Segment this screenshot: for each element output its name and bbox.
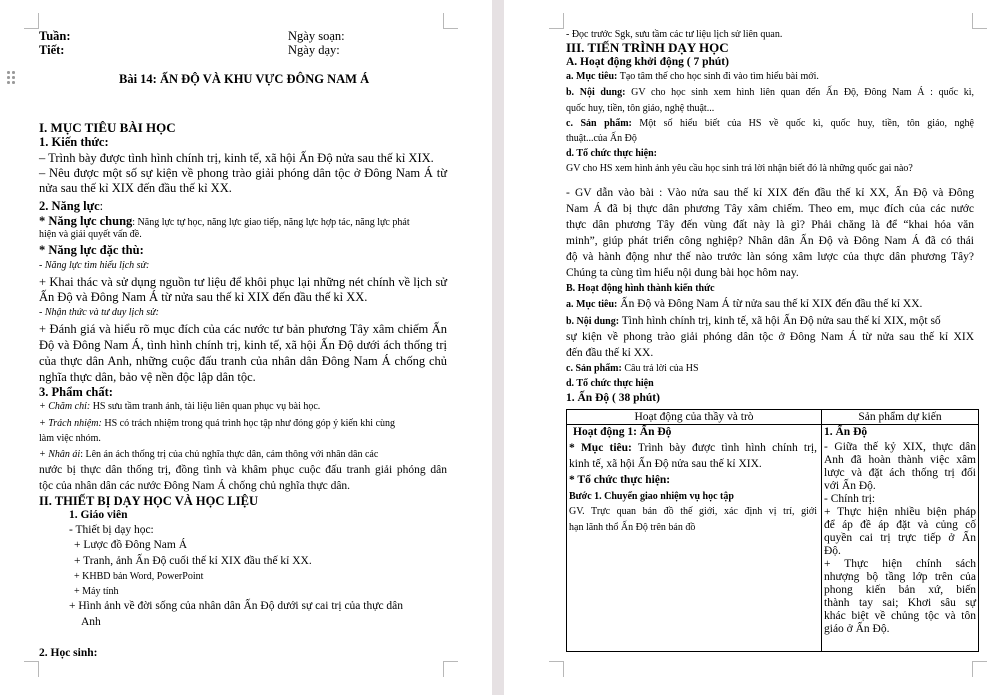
activity-a-heading: A. Hoạt động khởi động ( 7 phút) bbox=[566, 56, 729, 68]
intro-line: minh”, giúp phát triển công nghiệp? Nhân dân Ấn Độ và Đông Nam Á đã có thái bbox=[566, 235, 974, 247]
step-1-line: hạn lãnh thổ Ấn Độ trên bản đồ bbox=[569, 522, 696, 533]
margin-corner-bottom-right bbox=[972, 661, 987, 677]
document-page-left bbox=[0, 0, 492, 695]
step-1-heading: Bước 1. Chuyển giao nhiệm vụ học tập bbox=[569, 491, 734, 502]
margin-corner-top-right bbox=[972, 13, 987, 29]
quality-diligence: + Chăm chỉ: HS sưu tầm tranh ảnh, tài liệu liên quan phục vụ bài học. bbox=[39, 401, 321, 412]
activity-b-content-line: đến đầu thế kỉ XX. bbox=[566, 347, 654, 359]
activity-goal-cont: kinh tế, xã hội Ấn Độ nửa sau thế kỉ XIX. bbox=[569, 458, 762, 470]
quality-kindness-line: nước bị thực dân thống trị, đồng tình và khâm phục cuộc đấu tranh giải phóng dân bbox=[39, 464, 447, 476]
activity-a-content-cont: quốc huy, tiền, tôn giáo, nghệ thuật... bbox=[566, 103, 715, 114]
section-2-heading: II. THIẾT BỊ DẠY HỌC VÀ HỌC LIỆU bbox=[39, 494, 259, 508]
quality-kindness: + Nhân ái: Lên án ách thống trị của chủ nghĩa thực dân, cảm thông với nhân dân các bbox=[39, 449, 379, 460]
history-inquiry-label: - Năng lực tìm hiểu lịch sử: bbox=[39, 260, 150, 271]
teacher-student-activity-cell bbox=[567, 425, 822, 652]
quality-responsibility-cont: làm việc nhóm. bbox=[39, 433, 101, 444]
product-line: - Giữa thế kỷ XIX, thực dân bbox=[824, 441, 976, 453]
activity-a-product-cont: thuật...của Ấn Độ bbox=[566, 133, 637, 144]
quality-responsibility: + Trách nhiệm: HS có trách nhiệm trong quá trình học tập như đóng góp ý kiến khi cùng bbox=[39, 418, 396, 429]
drag-handle-icon[interactable] bbox=[7, 71, 15, 85]
product-line: Độ. bbox=[824, 545, 841, 557]
activity-b-content-line: sự kiện về phong trào giải phóng dân tộc ở Đông Nam Á từ nửa sau thế kỉ XIX bbox=[566, 331, 974, 343]
history-thinking-line: của thực dân Anh, những cuộc đấu tranh của nhân dân Đông Nam Á chống chủ bbox=[39, 354, 447, 368]
subsection-india-heading: 1. Ấn Độ ( 38 phút) bbox=[566, 392, 660, 404]
equipment-item: + Tranh, ảnh Ấn Độ cuối thế kỉ XIX đầu thế kỉ XX. bbox=[74, 555, 312, 567]
product-line: quyền cai trị trực tiếp ở Ấn bbox=[824, 532, 976, 544]
history-thinking-line: Độ và Đông Nam Á, tình hình chính trị, kinh tế, xã hội Ấn Độ dưới ách thống trị bbox=[39, 338, 447, 352]
activity-b-org-label: d. Tổ chức thực hiện bbox=[566, 378, 654, 389]
margin-corner-top-left bbox=[549, 13, 564, 29]
activity-a-goal: a. Mục tiêu: Tạo tâm thế cho học sinh đi vào tìm hiểu bài mới. bbox=[566, 71, 819, 82]
activity-a-content: b. Nội dung: GV cho học sinh xem hình liên quan đến Ấn Độ, Đông Nam Á : quốc kì, bbox=[566, 87, 974, 98]
step-1-line: GV. Trực quan bản đồ thế giới, xác định vị trí, giới bbox=[569, 506, 817, 517]
margin-corner-bottom-right bbox=[443, 661, 458, 677]
product-line: giáo ở Ấn Độ. bbox=[824, 623, 890, 635]
quality-kindness-line: tộc của nhân dân các nước Đông Nam Á chống chủ nghĩa thực dân. bbox=[39, 480, 351, 492]
equipment-item-cont: Anh bbox=[81, 616, 101, 628]
general-competency-cont: hiện và giải quyết vấn đề. bbox=[39, 229, 142, 240]
activity-org-label: * Tổ chức thực hiện: bbox=[569, 474, 671, 486]
history-inquiry-line: Ấn Độ và Đông Nam Á từ nửa sau thế kỉ XIX đến đầu thế kỉ XX. bbox=[39, 290, 368, 304]
specific-competency-heading: * Năng lực đặc thù: bbox=[39, 243, 144, 257]
equipment-item: + Lược đồ Đông Nam Á bbox=[74, 539, 188, 551]
product-line: nhượng bộ tầng lớp trên của bbox=[824, 571, 976, 583]
qualities-heading: 3. Phẩm chất: bbox=[39, 385, 113, 399]
product-line: + Thực hiện nhiều biện pháp bbox=[824, 506, 976, 518]
column-header: Sản phẩm dự kiến bbox=[822, 410, 979, 425]
intro-line: thực dân phương Tây đến vùng đất này là gì? Phải chăng là để “khai hóa văn bbox=[566, 219, 974, 231]
activity-a-product: c. Sản phẩm: Một số hiểu biết của HS về quốc kì, quốc huy, tiền, tôn giáo, nghệ bbox=[566, 118, 974, 129]
equipment-label: - Thiết bị dạy học: bbox=[69, 524, 154, 536]
activity-b-heading: B. Hoạt động hình thành kiến thức bbox=[566, 283, 715, 294]
history-thinking-line: + Đánh giá và hiểu rõ mục đích của các nước tư bản phương Tây xâm chiếm Ấn bbox=[39, 322, 447, 336]
general-competency: * Năng lực chung: Năng lực tự học, năng lực giao tiếp, năng lực hợp tác, năng lực phát bbox=[39, 214, 410, 228]
week-label: Tuần: bbox=[39, 29, 71, 43]
lesson-plan-table bbox=[566, 409, 979, 652]
section-1-heading: I. MỤC TIÊU BÀI HỌC bbox=[39, 120, 176, 135]
teaching-date-label: Ngày dạy: bbox=[288, 43, 340, 57]
product-line: với Ấn Độ. bbox=[824, 480, 876, 492]
history-inquiry-line: + Khai thác và sử dụng nguồn tư liệu để khôi phục lại những nét chính về lịch sử bbox=[39, 275, 447, 289]
margin-corner-bottom-left bbox=[549, 661, 564, 677]
page-gap bbox=[492, 0, 504, 695]
product-line: Anh đã hoàn thành việc xâm bbox=[824, 454, 976, 466]
section-3-heading: III. TIẾN TRÌNH DẠY HỌC bbox=[566, 40, 729, 55]
equipment-item: + Hình ảnh về đời sống của nhân dân Ấn Độ dưới sự cai trị của thực dân bbox=[69, 600, 404, 612]
knowledge-line: – Nêu được một số sự kiện về phong trào giải phóng dân tộc ở Đông Nam Á từ bbox=[39, 166, 447, 180]
history-thinking-line: nghĩa thực dân, bảo vệ nền độc lập dân tộc. bbox=[39, 370, 256, 384]
product-line: - Chính trị: bbox=[824, 493, 876, 505]
equipment-item: + KHBD bản Word, PowerPoint bbox=[74, 571, 204, 582]
lesson-title: Bài 14: ẤN ĐỘ VÀ KHU VỰC ĐÔNG NAM Á bbox=[119, 72, 370, 86]
margin-corner-top-left bbox=[24, 13, 39, 29]
product-line: thành tay sai; Khơi sâu sự bbox=[824, 597, 976, 609]
product-line: + Thực hiện chính sách bbox=[824, 558, 976, 570]
activity-a-org-text: GV cho HS xem hình ảnh yêu cầu học sinh trả lời nhận biết đó là những quốc gai nào? bbox=[566, 163, 913, 174]
period-label: Tiết: bbox=[39, 43, 65, 57]
history-thinking-label: - Nhận thức và tư duy lịch sử: bbox=[39, 307, 159, 318]
product-title: 1. Ấn Độ bbox=[824, 426, 868, 438]
margin-corner-bottom-left bbox=[24, 661, 39, 677]
intro-line: độ và hành động như thế nào trước làn sóng xâm lược của thực dân phương Tây? bbox=[566, 251, 974, 263]
knowledge-line: nửa sau thế kỉ XIX đến đầu thế kỉ XX. bbox=[39, 181, 232, 195]
product-line: lược và đặt ách thống trị đối bbox=[824, 467, 976, 479]
student-heading: 2. Học sinh: bbox=[39, 647, 98, 659]
competency-heading: 2. Năng lực: bbox=[39, 199, 104, 213]
teacher-heading: 1. Giáo viên bbox=[69, 509, 128, 521]
student-prep-line: - Đọc trước Sgk, sưu tầm các tư liệu lịch sử liên quan. bbox=[566, 29, 783, 40]
intro-line: Chúng ta cùng tìm hiểu nội dung bài học hôm nay. bbox=[566, 267, 799, 279]
table-row bbox=[567, 425, 979, 652]
prepared-date-label: Ngày soạn: bbox=[288, 29, 345, 43]
knowledge-line: – Trình bày được tình hình chính trị, kinh tế, xã hội Ấn Độ nửa sau thế kỉ XIX. bbox=[39, 151, 434, 165]
product-line: để áp đề áp đặt và củng cố bbox=[824, 519, 976, 531]
product-line: khác biệt về chủng tộc và tôn bbox=[824, 610, 976, 622]
activity-title: Hoạt động 1: Ấn Độ bbox=[573, 426, 672, 438]
equipment-item: + Máy tính bbox=[74, 586, 119, 597]
expected-product-cell bbox=[822, 425, 979, 652]
activity-a-org-label: d. Tổ chức thực hiện: bbox=[566, 148, 657, 159]
margin-corner-top-right bbox=[443, 13, 458, 29]
column-header: Hoạt động của thầy và trò bbox=[567, 410, 822, 425]
product-line: phong kiến bản xứ, biến bbox=[824, 584, 976, 596]
activity-goal: * Mục tiêu: Trình bày được tình hình chính trị, bbox=[569, 442, 817, 454]
knowledge-heading: 1. Kiến thức: bbox=[39, 135, 109, 149]
activity-b-content: b. Nội dung: Tình hình chính trị, kinh tế, xã hội Ấn Độ nửa sau thế kỉ XIX, một số bbox=[566, 315, 941, 327]
intro-line: Nam Á đã bị thực dân phương Tây xâm chiếm. Theo em, mục đích của các nước bbox=[566, 203, 974, 215]
table-header-row bbox=[567, 410, 979, 425]
intro-line: - GV dẫn vào bài : Vào nửa sau thế kỉ XIX đến đầu thế kỉ XX, Ấn Độ và Đông bbox=[566, 187, 974, 199]
activity-b-goal: a. Mục tiêu: Ấn Độ và Đông Nam Á từ nửa sau thế kỉ XIX đến đầu thế kỉ XX. bbox=[566, 298, 923, 310]
activity-b-product: c. Sản phẩm: Câu trả lời của HS bbox=[566, 363, 699, 374]
